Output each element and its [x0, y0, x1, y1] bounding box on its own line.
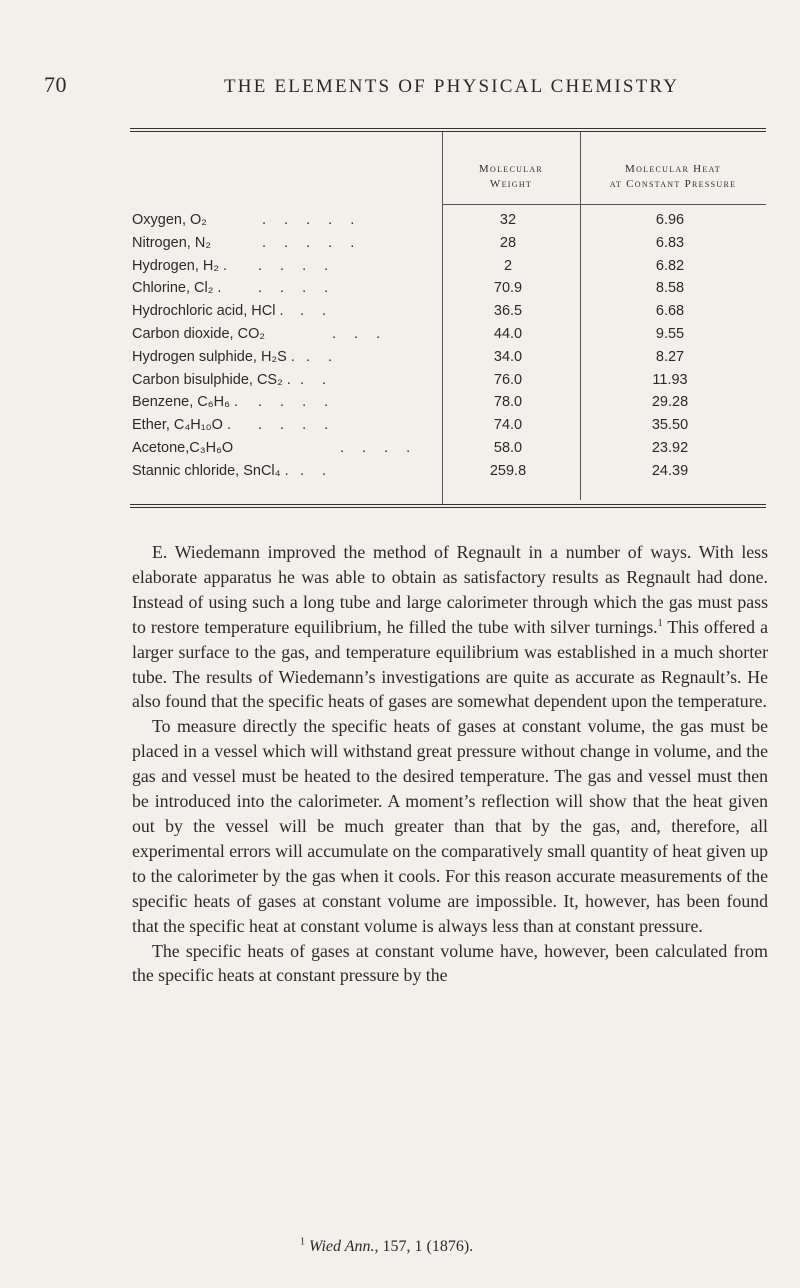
molecular-heat-cell: 9.55 — [655, 325, 685, 342]
table-row — [0, 280, 800, 303]
leader-dots: . . . . — [258, 257, 336, 274]
column-header-molecular-weight — [442, 162, 580, 192]
leader-dots: . . — [300, 371, 334, 388]
leader-dots: . . . . — [258, 417, 336, 434]
gas-name: Oxygen, O₂ — [132, 212, 207, 228]
table-row — [0, 235, 800, 258]
table-row — [0, 463, 800, 486]
molecular-weight-cell: 32 — [499, 212, 517, 228]
molecular-heat-cell: 11.93 — [652, 371, 688, 388]
leader-dots: . . — [300, 303, 334, 320]
table-top-rule-2 — [130, 131, 766, 132]
leader-dots: . . . . — [258, 394, 336, 411]
molecular-heat-cell: 6.83 — [655, 234, 685, 251]
molecular-heat-cell: 29.28 — [651, 394, 689, 411]
page-number: 70 — [44, 72, 67, 97]
molecular-weight-cell: 36.5 — [493, 303, 523, 320]
footnote-reference: , 157, 1 (1876). — [374, 1238, 474, 1255]
gas-name: Chlorine, Cl₂ . — [132, 280, 222, 297]
molecular-heat-cell: 6.82 — [655, 257, 685, 274]
paragraph-text: E. Wiedemann improved the method of Regnault in a number of ways. With less elaborate apparatus he was able to obtain as satisfactory results as Regnault had done. Instead of using such a long tube and large calorimeter through which the gas must pass to restore temperature equilibrium, he filled the tube with silver turnings. — [132, 542, 768, 637]
molecular-weight-cell: 259.8 — [489, 462, 527, 479]
column-header-line: Weight — [489, 178, 533, 190]
molecular-heat-cell: 24.39 — [651, 462, 689, 479]
leader-dots: . . — [300, 462, 334, 479]
table-row — [0, 212, 800, 235]
column-header-line: Molecular — [478, 163, 544, 175]
molecular-weight-cell: 28 — [499, 234, 517, 251]
footnote-source: Wied Ann. — [309, 1238, 375, 1255]
table-header-rule — [442, 204, 766, 205]
footnote-mark: 1 — [657, 617, 663, 629]
column-header-line: Molecular Heat — [624, 163, 721, 175]
table-bottom-rule — [130, 504, 766, 505]
table-row — [0, 440, 800, 463]
molecular-heat-cell: 23.92 — [651, 439, 689, 456]
molecular-weight-cell: 44.0 — [493, 325, 523, 342]
gas-name: Carbon bisulphide, CS₂ . — [132, 371, 291, 388]
molecular-weight-cell: 34.0 — [493, 348, 523, 365]
footnote-mark: 1 — [300, 1236, 305, 1248]
gas-name: Hydrogen, H₂ . — [132, 257, 228, 274]
gas-name: Hydrogen sulphide, H₂S . — [132, 348, 295, 365]
gas-name: Benzene, C₆H₆ . — [132, 394, 238, 411]
table-row — [0, 394, 800, 417]
table-row — [0, 326, 800, 349]
gas-name: Ether, C₄H₁₀O . — [132, 417, 232, 434]
molecular-weight-cell: 70.9 — [493, 280, 523, 297]
table-bottom-rule-2 — [130, 507, 766, 508]
paragraph — [132, 540, 768, 714]
column-header-line: at Constant Pressure — [609, 178, 737, 190]
paragraph: The specific heats of gases at constant volume have, however, been calculated from the specific heats at constant pressure by the — [132, 940, 768, 986]
table-row — [0, 417, 800, 440]
molecular-weight-cell: 74.0 — [493, 417, 523, 434]
column-header-molecular-heat — [580, 162, 766, 192]
molecular-heat-cell: 35.50 — [651, 417, 689, 434]
leader-dots: . . . . . — [262, 234, 362, 251]
molecular-weight-cell: 2 — [503, 257, 513, 274]
molecular-weight-cell: 76.0 — [493, 371, 523, 388]
table-top-rule — [130, 128, 766, 129]
table-row — [0, 258, 800, 281]
molecular-heat-cell: 8.27 — [655, 348, 685, 365]
gas-name: Nitrogen, N₂ — [132, 234, 211, 251]
paragraph-text: This offered a larger surface to the gas, and temperature equilibrium was established in a much shorter tube. The results of Wiedemann’s investigations are quite as accurate as Regnault’s. He also found that the specific heats of gases are somewhat dependent upon the temperature. — [132, 616, 768, 712]
gas-name: Acetone,C₃H₆O — [132, 439, 234, 456]
molecular-weight-cell: 78.0 — [493, 394, 523, 411]
footnote — [300, 1238, 473, 1256]
running-head: THE ELEMENTS OF PHYSICAL CHEMISTRY — [224, 76, 680, 97]
molecular-heat-cell: 6.96 — [655, 212, 685, 228]
molecular-heat-cell: 6.68 — [655, 303, 685, 320]
gas-name: Hydrochloric acid, HCl . — [132, 303, 284, 320]
table-row — [0, 372, 800, 395]
gas-name: Stannic chloride, SnCl₄ . — [132, 462, 289, 479]
paragraph: To measure directly the specific heats of gases at constant volume, the gas must be placed in a vessel which will withstand great pressure without change in volume, and the gas and vessel must be heated to the desired temperature. The gas and vessel must then be introduced into the calorimeter. A moment’s reflection will show that the heat given out by the vessel will be much greater than that by the gas, and, therefore, all experimental errors will accumulate on the comparatively small quantity of heat given up to the calorimeter by the gas when it cools. For this reason accurate measurements of the specific heats of gases at constant volume are impossible. It, however, has been found that the specific heat at constant volume is always less than at constant pressure. — [132, 716, 768, 936]
leader-dots: . . . . — [340, 439, 418, 456]
leader-dots: . . — [306, 348, 340, 365]
molecular-weight-cell: 58.0 — [493, 439, 523, 456]
gas-name: Carbon dioxide, CO₂ — [132, 325, 265, 342]
table-body — [0, 212, 800, 486]
table-row — [0, 349, 800, 372]
molecular-heat-cell: 8.58 — [655, 280, 685, 297]
table-row — [0, 303, 800, 326]
leader-dots: . . . . — [258, 280, 336, 297]
body-text — [132, 540, 768, 988]
leader-dots: . . . . . — [262, 212, 362, 228]
leader-dots: . . . — [332, 325, 388, 342]
